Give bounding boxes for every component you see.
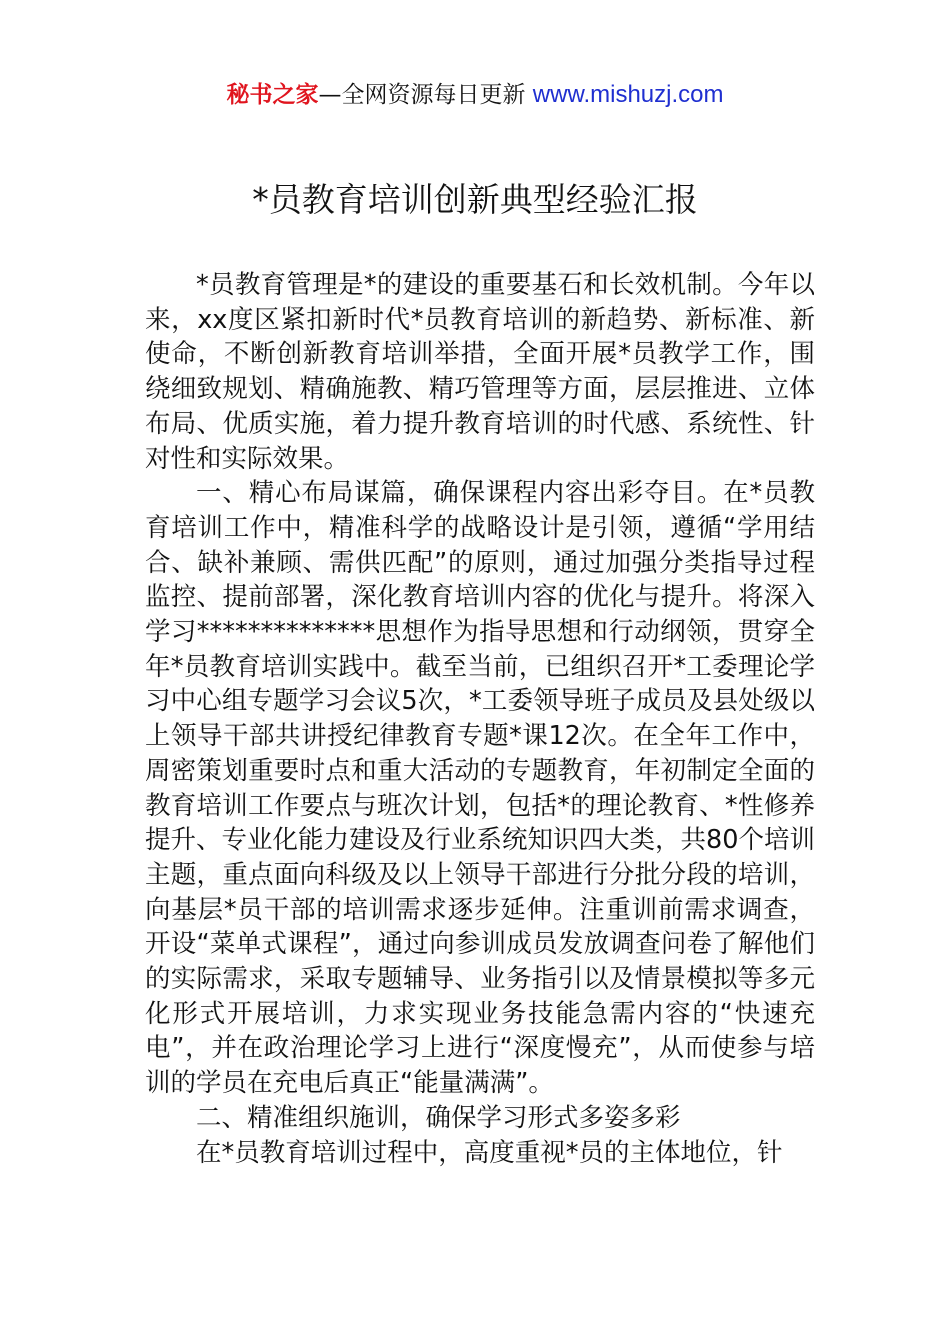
brand-name: 秘书之家	[226, 82, 319, 108]
banner-tagline: —全网资源每日更新	[318, 82, 533, 108]
site-url-link[interactable]: www.mishuzj.com	[532, 81, 724, 108]
intro-paragraph: *员教育管理是*的建设的重要基石和长效机制。今年以来，xx度区紧扣新时代*员教育培训的新趋势、新标准、新使命，不断创新教育培训举措，全面开展*员教学工作，围绕细致规划、精确施教、精巧管理等方面，层层推进、立体布局、优质实施，着力提升教育培训的时代感、系统性、针对性和实际效果。	[145, 270, 815, 474]
section-two-heading: 二、精准组织施训，确保学习形式多姿多彩	[196, 1102, 681, 1133]
site-banner	[0, 78, 950, 112]
document-body	[145, 268, 815, 1170]
document-title: *员教育培训创新典型经验汇报	[252, 180, 698, 219]
section-one-paragraph: 一、精心布局谋篇，确保课程内容出彩夺目。在*员教育培训工作中，精准科学的战略设计是引领，遵循“学用结合、缺补兼顾、需供匹配”的原则，通过加强分类指导过程监控、提前部署，深化教育培训内容的优化与提升。将深入学习**************思想作为指导思想和行动纲领，贯穿全年*员教育培训实践中。截至当前，已组织召开*工委理论学习中心组专题学习会议5次，*工委领导班子成员及县处级以上领导干部共讲授纪律教育专题*课12次。在全年工作中，周密策划重要时点和重大活动的专题教育，年初制定全面的教育培训工作要点与班次计划，包括*的理论教育、*性修养提升、专业化能力建设及行业系统知识四大类，共80个培训主题，重点面向科级及以上领导干部进行分批分段的培训，向基层*员干部的培训需求逐步延伸。注重训前需求调查，开设“菜单式课程”，通过向参训成员发放调查问卷了解他们的实际需求，采取专题辅导、业务指引以及情景模拟等多元化形式开展培训，力求实现业务技能急需内容的“快速充电”，并在政治理论学习上进行“深度慢充”，从而使参与培训的学员在充电后真正“能量满满”。	[145, 478, 815, 1099]
section-two-paragraph: 在*员教育培训过程中，高度重视*员的主体地位，针	[196, 1137, 783, 1168]
